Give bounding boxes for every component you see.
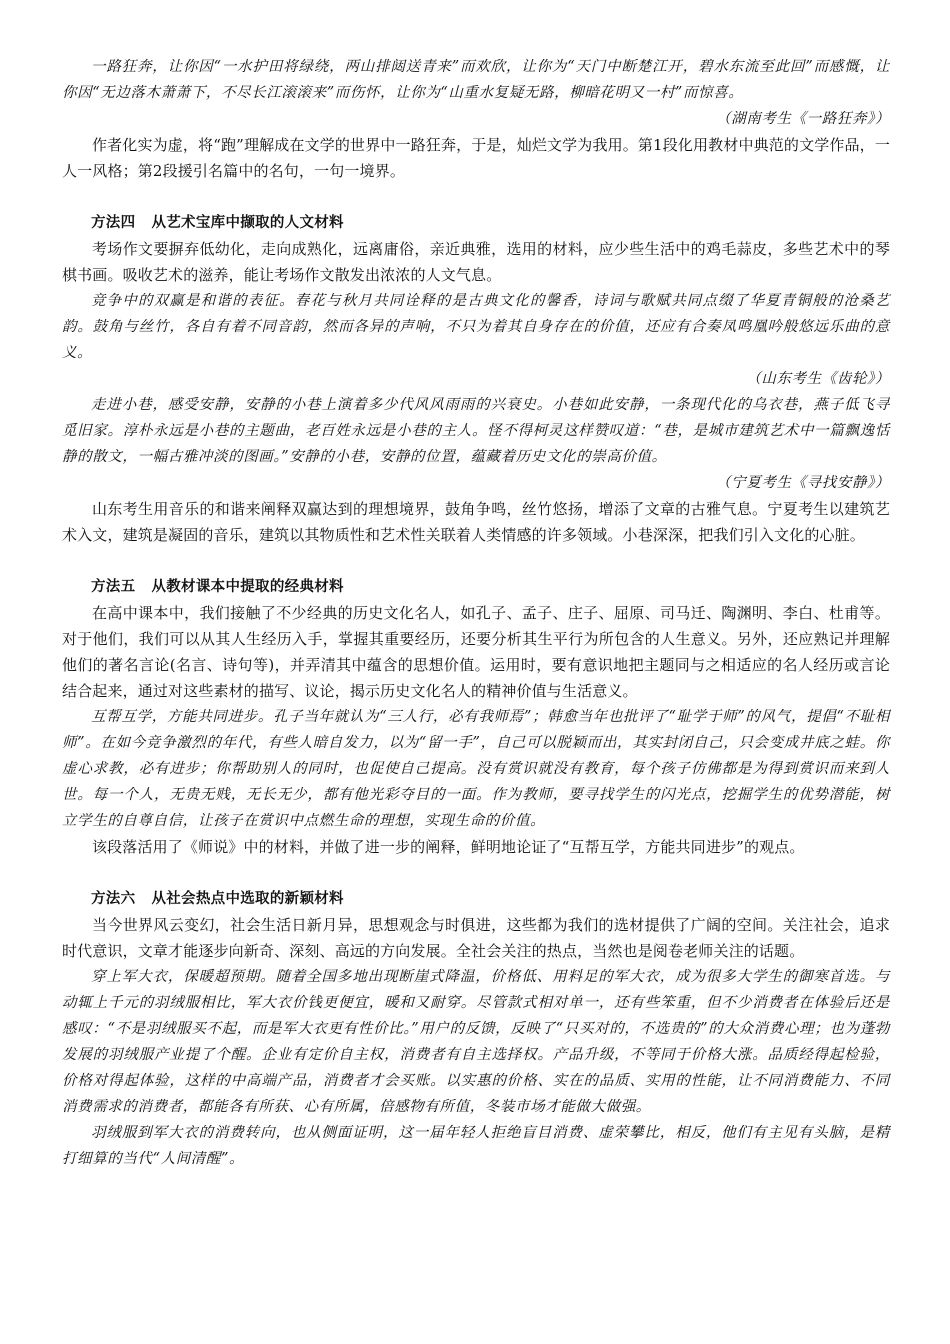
section4-title: 从艺术宝库中撷取的人文材料 <box>151 215 344 231</box>
section5-comment: 该段落活用了《师说》中的材料，并做了进一步的阐释，鲜明地论证了“互帮互学，方能共同进步”的观点。 <box>92 838 805 856</box>
section4-heading <box>62 210 890 236</box>
spacer <box>62 548 890 574</box>
spacer <box>62 860 890 886</box>
section4-example-2: 走进小巷，感受安静，安静的小巷上演着多少代风风雨雨的兴衰史。小巷如此安静，一条现代化的乌衣巷，燕子低飞寻觅旧家。淳朴永远是小巷的主题曲，老百姓永远是小巷的主人。怪不得柯灵这样赞叹道：“巷，是城市建筑艺术中一篇飘逸恬静的散文，一幅古雅冲淡的图画。”安静的小巷，安静的位置，蕴藏着历史文化的崇高价值。 <box>62 397 890 465</box>
section6-heading <box>62 886 890 912</box>
section4-comment: 山东考生用音乐的和谐来阐释双赢达到的理想境界，鼓角争鸣，丝竹悠扬，增添了文章的古雅气息。宁夏考生以建筑艺术入文，建筑是凝固的音乐，建筑以其物质性和艺术性关联着人类情感的许多领域。小巷深深，把我们引入文化的心脏。 <box>62 500 890 544</box>
section3-comment: 作者化实为虚，将“跑”理解成在文学的世界中一路狂奔，于是，灿烂文学为我用。第1段化用教材中典范的文学作品，一人一风格；第2段援引名篇中的名句，一句一境界。 <box>62 136 890 180</box>
document-page <box>62 54 890 1172</box>
section6-example-2: 羽绒服到军大衣的消费转向，也从侧面证明，这一届年轻人拒绝盲目消费、虚荣攀比，相反，他们有主见有头脑，是精打细算的当代“人间清醒”。 <box>62 1125 890 1167</box>
section6-label: 方法六 <box>91 891 136 907</box>
section4-intro: 考场作文要摒弃低幼化，走向成熟化，远离庸俗，亲近典雅，选用的材料，应少些生活中的鸡毛蒜皮，多些艺术中的琴棋书画。吸收艺术的滋养，能让考场作文散发出浓浓的人文气息。 <box>62 240 890 284</box>
spacer <box>62 184 890 210</box>
section6-example-1: 穿上军大衣，保暖超预期。随着全国多地出现断崖式降温，价格低、用料足的军大衣，成为很多大学生的御寒首选。与动辄上千元的羽绒服相比，军大衣价钱更便宜，暖和又耐穿。尽管款式相对单一，还有些笨重，但不少消费者在体验后还是感叹：“不是羽绒服买不起，而是军大衣更有性价比。”用户的反馈，反映了“只买对的，不选贵的”的大众消费心理；也为蓬勃发展的羽绒服产业提了个醒。企业有定价自主权，消费者有自主选择权。产品升级，不等同于价格大涨。品质经得起检验，价格对得起体验，这样的中高端产品，消费者才会买账。以实惠的价格、实在的品质、实用的性能，让不同消费能力、不同消费需求的消费者，都能各有所获、心有所属，倍感物有所值，冬装市场才能做大做强。 <box>62 969 890 1115</box>
section5-heading <box>62 574 890 600</box>
section6-intro: 当今世界风云变幻，社会生活日新月异，思想观念与时俱进，这些都为我们的选材提供了广阔的空间。关注社会，追求时代意识，文章才能逐步向新奇、深刻、高远的方向发展。全社会关注的热点，当然也是阅卷老师关注的话题。 <box>62 916 890 960</box>
section6-title: 从社会热点中选取的新颖材料 <box>151 891 344 907</box>
section5-intro: 在高中课本中，我们接触了不少经典的历史文化名人，如孔子、孟子、庄子、屈原、司马迁、陶渊明、李白、杜甫等。对于他们，我们可以从其人生经历入手，掌握其重要经历，还要分析其生平行为所包含的人生意义。另外，还应熟记并理解他们的著名言论(名言、诗句等)，并弄清其中蕴含的思想价值。运用时，要有意识地把主题同与之相适应的名人经历或言论结合起来，通过对这些素材的描写、议论，揭示历史文化名人的精神价值与生活意义。 <box>62 604 890 700</box>
section4-source-2: （宁夏考生《寻找安静》） <box>716 475 890 491</box>
section5-example: 互帮互学，方能共同进步。孔子当年就认为“三人行，必有我师焉”；韩愈当年也批评了“耻学于师”的风气，提倡“不耻相师”。在如今竞争激烈的年代，有些人暗自发力，以为“留一手”，自己可以脱颖而出，其实封闭自己，只会变成井底之蛙。你虚心求教，必有进步；你帮助别人的同时，也促使自己提高。没有赏识就没有教育，每个孩子仿佛都是为得到赏识而来到人世。每一个人，无贵无贱，无长无少，都有他光彩夺目的一面。作为教师，要寻找学生的闪光点，挖掘学生的优势潜能，树立学生的自尊自信，让孩子在赏识中点燃生命的理想，实现生命的价值。 <box>62 709 890 829</box>
section4-label: 方法四 <box>91 215 136 231</box>
section5-label: 方法五 <box>91 579 136 595</box>
section3-example: 一路狂奔，让你因“一水护田将绿绕，两山排闼送青来”而欢欣，让你为“天门中断楚江开，碧水东流至此回”而感慨，让你因“无边落木萧萧下，不尽长江滚滚来”而伤怀，让你为“山重水复疑无路，柳暗花明又一村”而惊喜。 <box>62 59 890 101</box>
section4-source-1: （山东考生《齿轮》） <box>746 371 890 387</box>
section3-source: （湖南考生《一路狂奔》） <box>716 111 890 127</box>
section5-title: 从教材课本中提取的经典材料 <box>151 579 344 595</box>
section4-example-1: 竞争中的双赢是和谐的表征。春花与秋月共同诠释的是古典文化的馨香，诗词与歌赋共同点缀了华夏青铜般的沧桑艺韵。鼓角与丝竹，各自有着不同音韵，然而各异的声响，不只为着其自身存在的价值，还应有合奏凤鸣凰吟般悠远乐曲的意义。 <box>62 293 890 361</box>
